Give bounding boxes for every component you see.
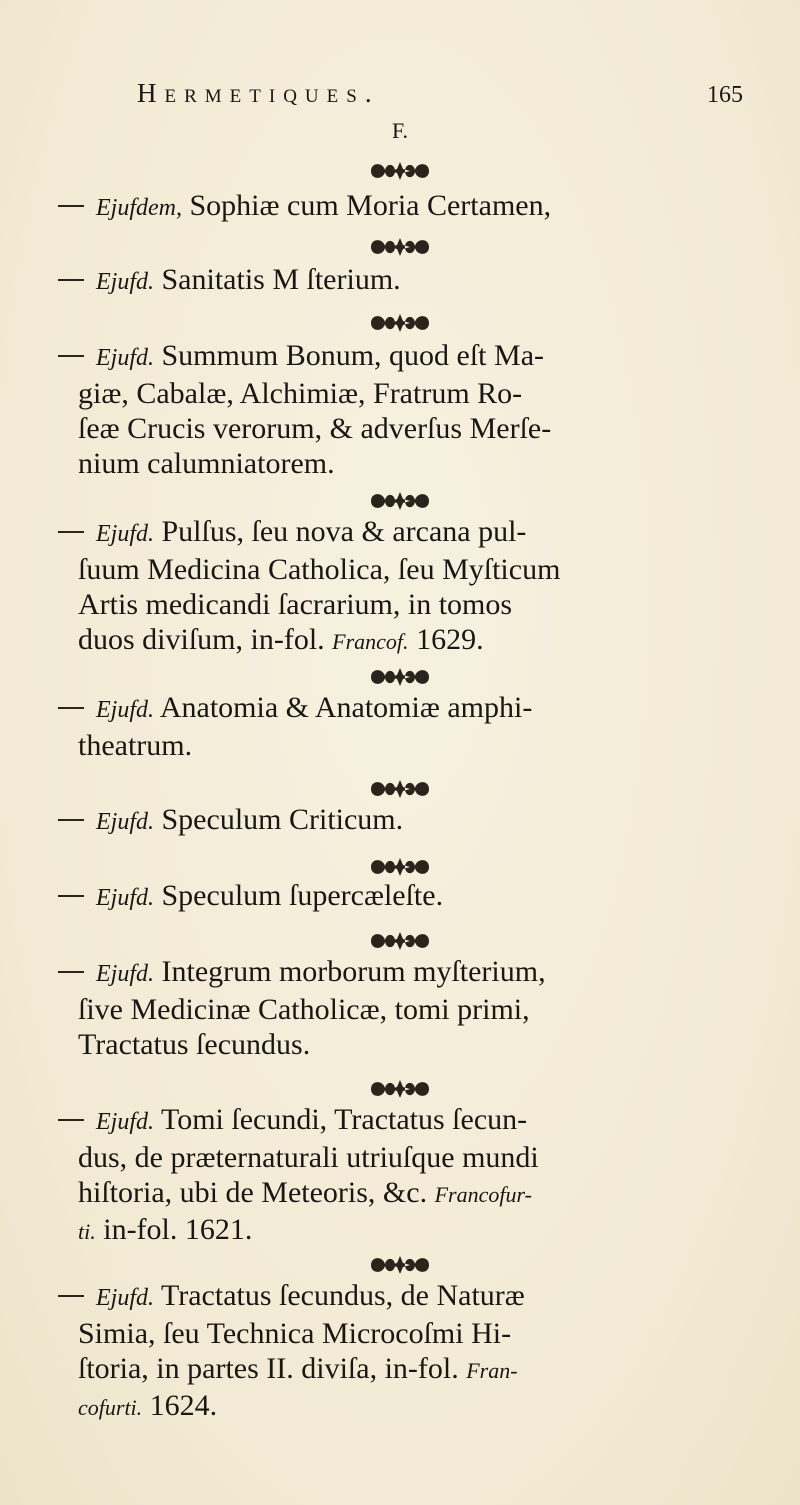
entry-text: Tractatus ſecundus, de Naturæ: [160, 1279, 525, 1312]
place-name: cofurti.: [78, 1395, 143, 1420]
entry-line: Tractatus ſecundus.: [78, 1028, 311, 1061]
catalogue-entry: [58, 514, 758, 659]
fleuron-icon: [0, 776, 800, 802]
entry-line: dus, de præternaturali utriuſque mundi: [78, 1141, 539, 1174]
entry-line: theatrum.: [78, 729, 193, 762]
dash-mark: [58, 355, 84, 357]
entry-line: [58, 954, 758, 992]
catalogue-entry: [58, 262, 758, 300]
signature-mark: F.: [392, 118, 408, 143]
entry-text: Integrum morborum myſterium,: [161, 955, 546, 988]
entry-line: [58, 338, 758, 376]
entry-line: ſive Medicinæ Catholicæ, tomi primi,: [78, 993, 530, 1026]
dash-mark: [58, 707, 84, 709]
catalogue-entry: [58, 802, 758, 840]
entry-text: duos diviſum, in-fol.: [78, 623, 325, 656]
catalogue-entry: [58, 338, 758, 481]
author-abbrev: Ejufd.: [96, 885, 154, 911]
author-abbrev: Ejufd.: [96, 697, 154, 723]
entry-line: [58, 1388, 758, 1425]
entry-text: Speculum Criticum.: [161, 803, 404, 836]
entry-line: [58, 622, 758, 659]
dash-mark: [58, 971, 84, 973]
author-abbrev: Ejufd.: [96, 1285, 154, 1311]
dash-mark: [58, 1295, 84, 1297]
entry-line: Simia, ſeu Technica Microcoſmi Hi-: [78, 1317, 512, 1350]
fleuron-icon: [0, 664, 800, 690]
entry-line: [58, 514, 758, 552]
dash-mark: [58, 205, 84, 207]
entry-text: hiſtoria, ubi de Meteoris, &c.: [78, 1176, 428, 1209]
catalogue-entry: [58, 690, 758, 763]
entry-line: Artis medicandi ſacrarium, in tomos: [78, 588, 513, 621]
entry-line: [58, 690, 758, 728]
fleuron-icon: [0, 234, 800, 260]
catalogue-entry: [58, 954, 758, 1062]
dash-mark: [58, 1119, 84, 1121]
author-abbrev: Ejufd.: [96, 809, 154, 835]
author-abbrev: Ejufd.: [96, 269, 154, 295]
entry-text: Speculum ſupercæleſte.: [161, 879, 444, 912]
entry-line: [58, 1175, 758, 1212]
entry-line: nium calumniatorem.: [78, 447, 335, 480]
fleuron-icon: [0, 488, 800, 514]
entry-line: [58, 878, 758, 916]
running-title: Hermetiques.: [137, 78, 380, 108]
author-abbrev: Ejufd.: [96, 345, 154, 371]
entry-line: [58, 1212, 758, 1249]
place-name: Francofur-: [434, 1182, 532, 1207]
fleuron-icon: [0, 1076, 800, 1102]
author-abbrev: Ejufd.: [96, 521, 154, 547]
catalogue-entry: [58, 1278, 758, 1425]
entry-text: ſtoria, in partes II. diviſa, in-fol.: [78, 1352, 459, 1385]
entry-line: [58, 262, 758, 300]
entry-text: Pulſus, ſeu nova & arcana pul-: [161, 515, 527, 548]
fleuron-icon: [0, 1252, 800, 1278]
place-name: ti.: [78, 1219, 96, 1244]
entry-line: ſuum Medicina Catholica, ſeu Myſticum: [78, 553, 561, 586]
author-abbrev: Ejufdem,: [96, 195, 182, 221]
dash-mark: [58, 279, 84, 281]
entry-line: [58, 188, 758, 226]
entry-text: Sanitatis M ſterium.: [161, 263, 401, 296]
entry-line: [58, 1351, 758, 1388]
page-number: 165: [707, 82, 743, 108]
entry-text: Anatomia & Anatomiæ amphi-: [159, 691, 533, 724]
entry-text: Summum Bonum, quod eſt Ma-: [161, 339, 544, 372]
entry-line: [58, 802, 758, 840]
place-name: Fran-: [466, 1358, 518, 1383]
catalogue-entry: [58, 878, 758, 916]
entry-text: Tomi ſecundi, Tractatus ſecun-: [160, 1103, 528, 1136]
author-abbrev: Ejufd.: [96, 1109, 154, 1135]
entry-line: [58, 1102, 758, 1140]
dash-mark: [58, 895, 84, 897]
catalogue-entry: [58, 188, 758, 226]
dash-mark: [58, 819, 84, 821]
fleuron-icon: [0, 310, 800, 336]
entry-line: giæ, Cabalæ, Alchimiæ, Fratrum Ro-: [78, 377, 523, 410]
fleuron-icon: [0, 158, 800, 184]
place-name: Francof.: [332, 629, 409, 654]
entry-text: in-fol. 1621.: [103, 1213, 253, 1246]
dash-mark: [58, 531, 84, 533]
entry-text: Sophiæ cum Moria Certamen,: [189, 189, 552, 222]
page-header: [0, 78, 800, 118]
entry-text: 1624.: [149, 1389, 218, 1422]
catalogue-entry: [58, 1102, 758, 1249]
entry-line: [58, 1278, 758, 1316]
entry-year: 1629.: [416, 623, 484, 656]
entry-line: ſeæ Crucis verorum, & adverſus Merſe-: [78, 412, 552, 445]
author-abbrev: Ejufd.: [96, 961, 154, 987]
fleuron-icon: [0, 854, 800, 880]
fleuron-icon: [0, 928, 800, 954]
